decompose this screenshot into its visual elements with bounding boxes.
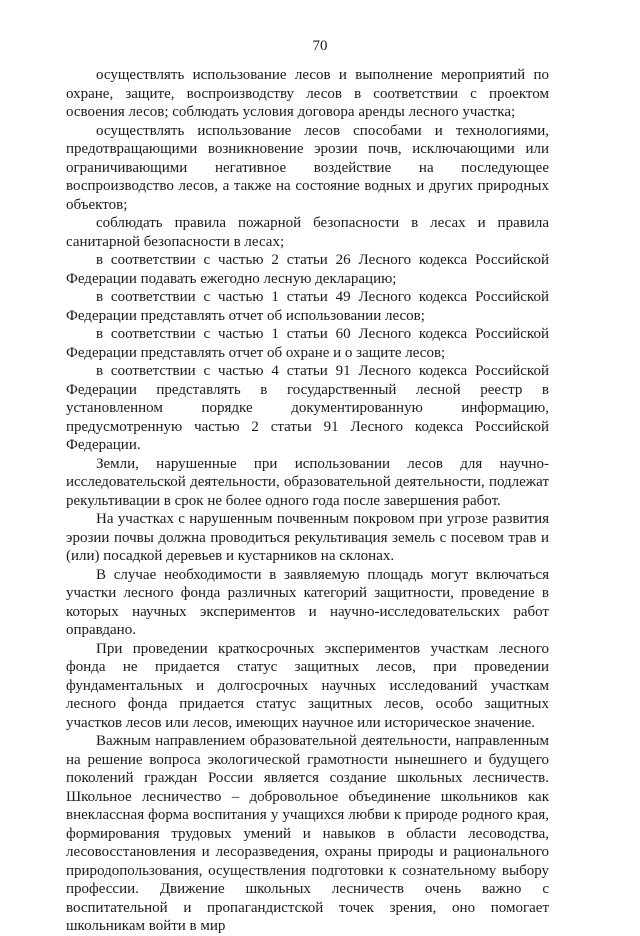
paragraph: При проведении краткосрочных экспериментов участкам лесного фонда не придается статус защитных лесов, при проведении фундаментальных и долгосрочных научных исследований участкам лесного фонда придается статус защитных лесов, особо защитных участков лесов или лесов, имеющих научное или историческое значение. — [66, 640, 549, 731]
paragraph: Земли, нарушенные при использовании лесов для научно-исследовательской деятельности, образовательной деятельности, подлежат рекультивации в срок не более одного года после завершения работ. — [66, 455, 549, 509]
paragraph: осуществлять использование лесов способами и технологиями, предотвращающими возникновение эрозии почв, исключающими или ограничивающими негативное воздействие на последующее воспроизводство лесов, а также на состояние водных и других природных объектов; — [66, 122, 549, 213]
page-number: 70 — [312, 38, 328, 54]
paragraph: На участках с нарушенным почвенным покровом при угрозе развития эрозии почвы должна проводиться рекультивация земель с посевом трав и (или) посадкой деревьев и кустарников на склонах. — [66, 511, 549, 564]
paragraph: Важным направлением образовательной деятельности, направленным на решение вопроса экологической грамотности нынешнего и будущего поколений граждан России является создание школьных лесничеств. Школьное лесничество – добровольное объединение школьников как внеклассная форма воспитания у учащихся любви к природе родного края, формирования трудовых умений и навыков в области лесоводства, лесовосстановления и лесоразведения, охраны природы и рационального природопользования, осуществления подготовки к сознательному выбору профессии. Движение школьных лесничеств очень важно с воспитательной и пропагандистской точек зрения, оно помогает школьникам войти в мир — [66, 733, 549, 934]
paragraph: осуществлять использование лесов и выполнение мероприятий по охране, защите, воспроизводству лесов в соответствии с проектом освоения лесов; соблюдать условия договора аренды лесного участка; — [66, 67, 549, 120]
paragraph: в соответствии с частью 1 статьи 60 Лесного кодекса Российской Федерации представлять отчет об охране и о защите лесов; — [66, 326, 549, 361]
paragraph: в соответствии с частью 2 статьи 26 Лесного кодекса Российской Федерации подавать ежегодно лесную декларацию; — [66, 252, 549, 287]
paragraph: в соответствии с частью 1 статьи 49 Лесного кодекса Российской Федерации представлять отчет об использовании лесов; — [66, 289, 549, 324]
document-body — [66, 66, 549, 936]
paragraph: соблюдать правила пожарной безопасности в лесах и правила санитарной безопасности в лесах; — [66, 215, 549, 250]
paragraph: В случае необходимости в заявляемую площадь могут включаться участки лесного фонда различных категорий защитности, проведение в которых научных экспериментов и научно-исследовательских работ оправдано. — [66, 566, 549, 638]
paragraph: в соответствии с частью 4 статьи 91 Лесного кодекса Российской Федерации представлять в государственный лесной реестр в установленном порядке документированную информацию, предусмотренную частью 2 статьи 91 Лесного кодекса Российской Федерации. — [66, 363, 549, 453]
